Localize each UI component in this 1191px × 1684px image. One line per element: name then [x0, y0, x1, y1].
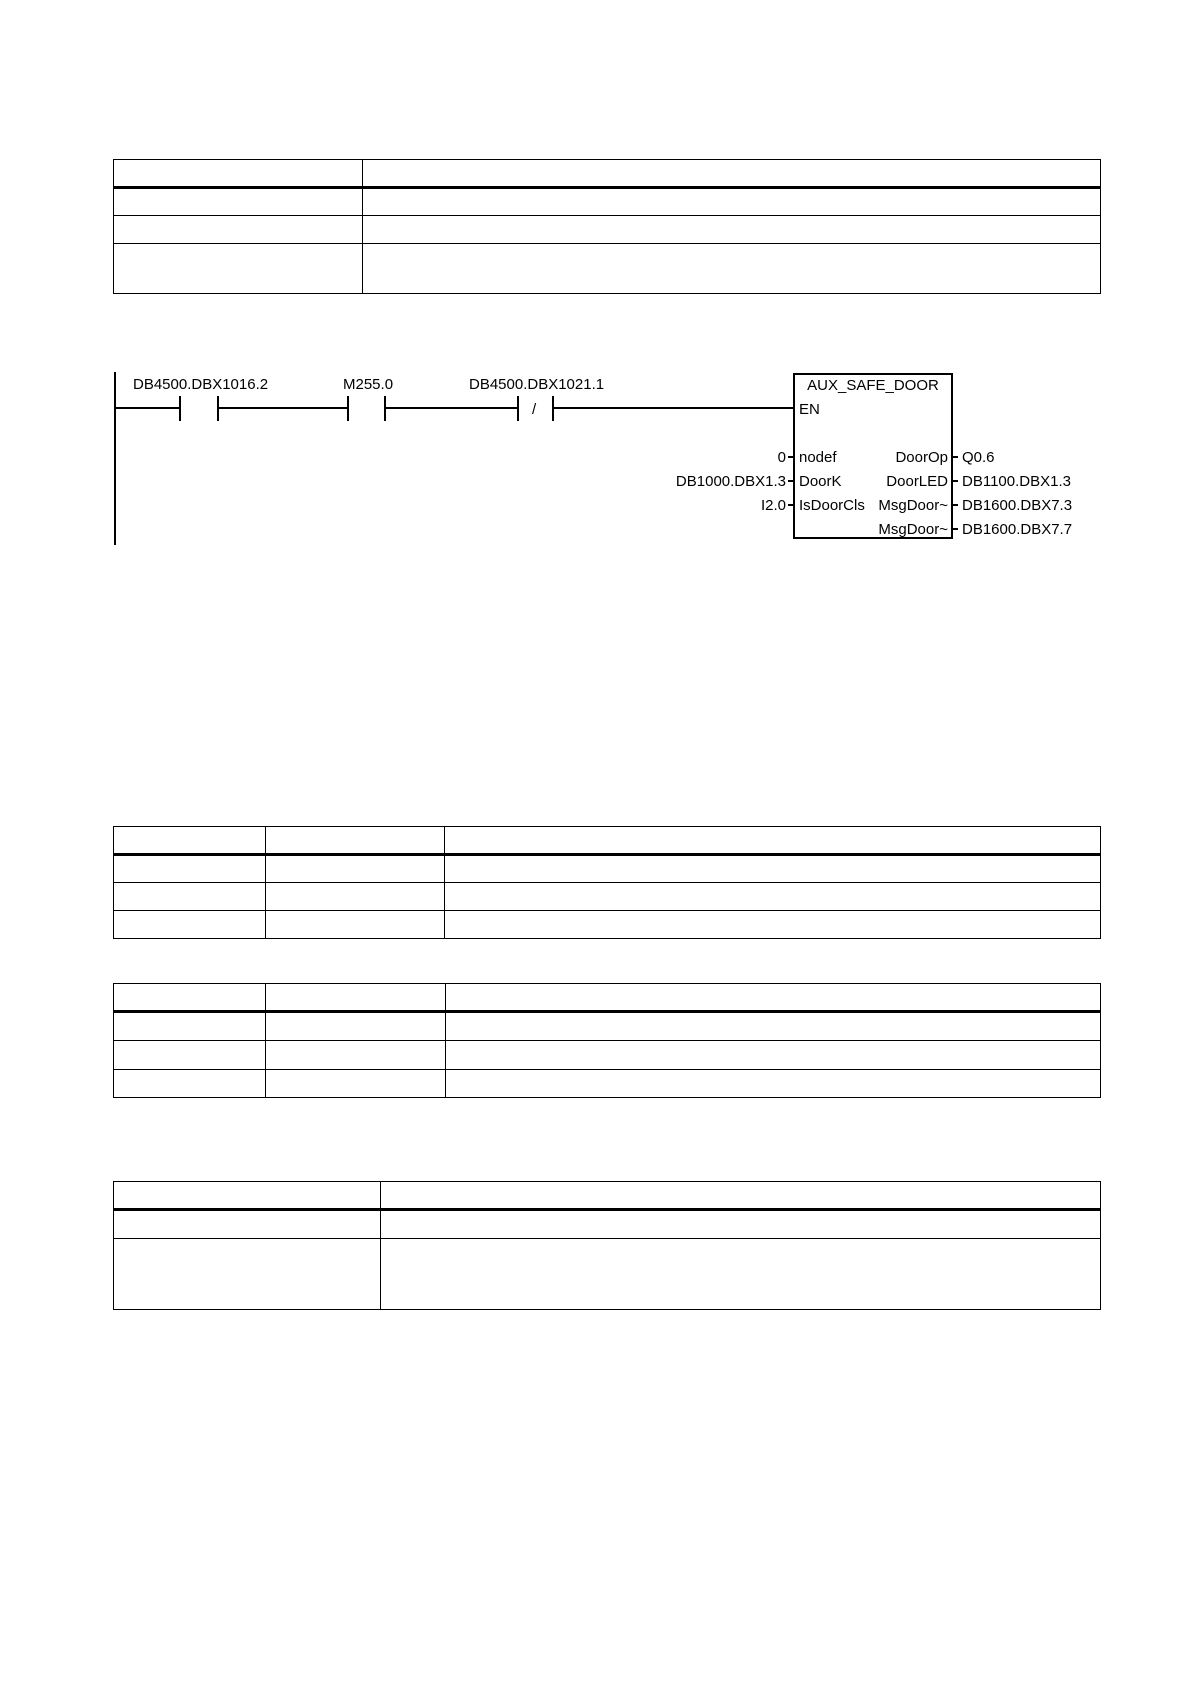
table-row	[114, 855, 1101, 883]
contact-no-2	[343, 376, 393, 421]
contact-label: DB4500.DBX1021.1	[469, 376, 605, 393]
table-cell	[114, 1070, 266, 1098]
block-name: AUX_SAFE_DOOR	[807, 377, 939, 394]
input-pin-name: IsDoorCls	[799, 497, 865, 514]
table-cell	[266, 911, 445, 939]
contact-no-1	[133, 376, 268, 421]
output-pin-name: MsgDoor~	[878, 521, 948, 538]
table-cell	[114, 1210, 381, 1239]
table-cell	[446, 1070, 1101, 1098]
table-cell	[445, 911, 1101, 939]
table-cell	[446, 1041, 1101, 1070]
contact-label: DB4500.DBX1016.2	[133, 376, 269, 393]
table-cell	[445, 827, 1101, 855]
output-value: DB1600.DBX7.3	[962, 497, 1073, 514]
table-cell	[114, 984, 266, 1012]
ladder-diagram	[0, 0, 1191, 560]
contact-label: M255.0	[343, 376, 394, 393]
enable-pin: EN	[799, 401, 820, 418]
table-cell	[266, 1041, 446, 1070]
table-cell	[446, 984, 1101, 1012]
table-2	[113, 826, 1101, 939]
table-cell	[114, 1182, 381, 1210]
input-pin-name: DoorK	[799, 473, 842, 490]
table-4	[113, 1181, 1101, 1310]
input-value: DB1000.DBX1.3	[675, 473, 786, 490]
table-cell	[266, 827, 445, 855]
input-value: I2.0	[760, 497, 786, 514]
table-row	[114, 1070, 1101, 1098]
output-value: DB1100.DBX1.3	[962, 473, 1071, 490]
table-cell	[114, 827, 266, 855]
table-cell	[266, 1012, 446, 1041]
output-pin-name: MsgDoor~	[878, 497, 948, 514]
table-3	[113, 983, 1101, 1098]
table-cell	[445, 883, 1101, 911]
table-row	[114, 984, 1101, 1012]
output-pin-name: DoorLED	[886, 473, 948, 490]
table-cell	[114, 1012, 266, 1041]
table-row	[114, 1012, 1101, 1041]
table-cell	[381, 1182, 1101, 1210]
table-cell	[266, 883, 445, 911]
table-cell	[381, 1210, 1101, 1239]
table-cell	[114, 883, 266, 911]
table-row	[114, 1041, 1101, 1070]
function-block	[676, 374, 1072, 538]
table-cell	[114, 855, 266, 883]
table-row	[114, 1210, 1101, 1239]
table-row	[114, 1239, 1101, 1310]
input-pin-name: nodef	[799, 449, 837, 466]
output-pin-name: DoorOp	[895, 449, 948, 466]
table-cell	[445, 855, 1101, 883]
contact-nc-3	[469, 376, 604, 421]
table-cell	[446, 1012, 1101, 1041]
table-row	[114, 883, 1101, 911]
contact-symbol: /	[532, 401, 537, 418]
output-value: Q0.6	[962, 449, 995, 466]
input-value: 0	[777, 449, 786, 466]
table-cell	[114, 911, 266, 939]
table-row	[114, 827, 1101, 855]
table-cell	[114, 1041, 266, 1070]
output-value: DB1600.DBX7.7	[962, 521, 1073, 538]
table-row	[114, 1182, 1101, 1210]
table-row	[114, 911, 1101, 939]
table-cell	[266, 855, 445, 883]
table-cell	[266, 984, 446, 1012]
table-cell	[381, 1239, 1101, 1310]
table-cell	[114, 1239, 381, 1310]
table-cell	[266, 1070, 446, 1098]
